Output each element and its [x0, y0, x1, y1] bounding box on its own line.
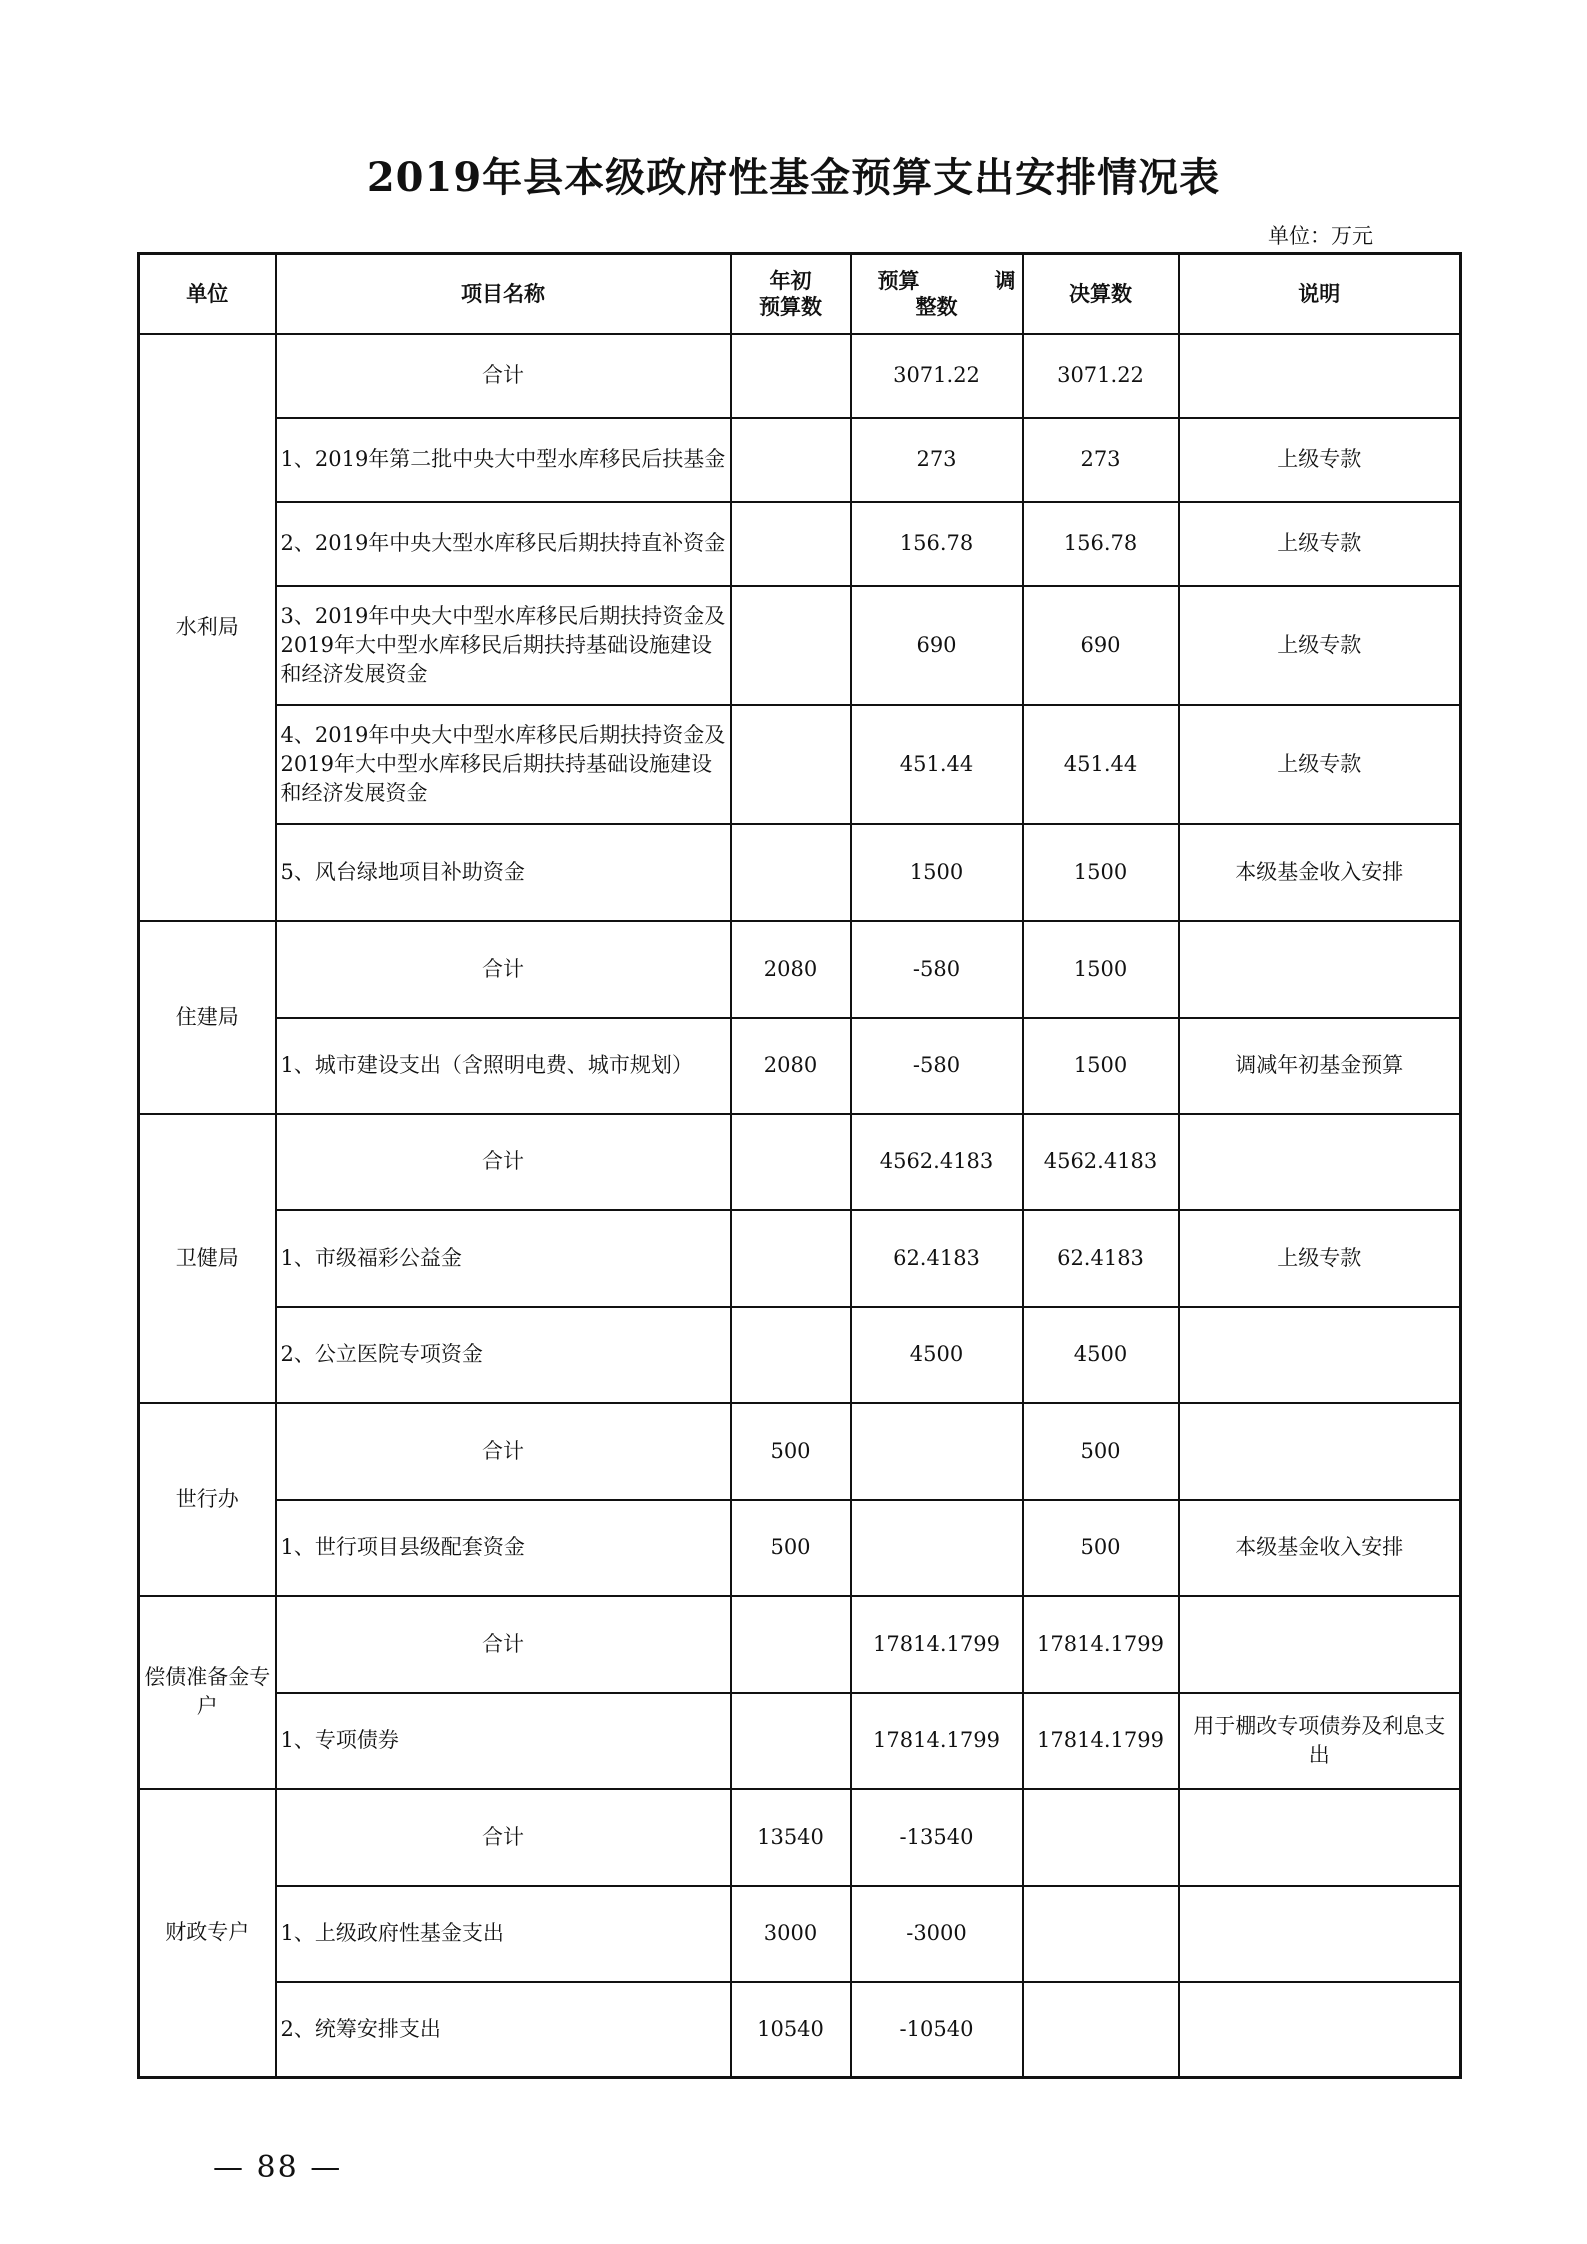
table-row	[139, 1307, 1461, 1403]
page-number: — 88 —	[213, 2150, 343, 2185]
table-row	[139, 1403, 1461, 1500]
adjusted-budget-cell: 690	[851, 586, 1023, 705]
total-label-cell: 合计	[276, 1596, 731, 1693]
initial-budget-cell: 10540	[731, 1982, 851, 2078]
note-cell	[1179, 1886, 1461, 1982]
initial-budget-cell	[731, 334, 851, 418]
initial-budget-cell: 13540	[731, 1789, 851, 1886]
total-label-cell: 合计	[276, 1114, 731, 1210]
initial-budget-cell	[731, 502, 851, 586]
note-cell	[1179, 1789, 1461, 1886]
project-name-cell: 2、统筹安排支出	[276, 1982, 731, 2078]
final-account-cell: 451.44	[1023, 705, 1179, 824]
final-account-cell: 156.78	[1023, 502, 1179, 586]
project-name-cell: 4、2019年中央大中型水库移民后期扶持资金及2019年大中型水库移民后期扶持基础设施建设和经济发展资金	[276, 705, 731, 824]
table-row	[139, 921, 1461, 1018]
final-account-cell: 4562.4183	[1023, 1114, 1179, 1210]
unit-cell: 卫健局	[139, 1114, 276, 1403]
initial-budget-cell	[731, 705, 851, 824]
table-row	[139, 1500, 1461, 1596]
col-header-adjust-line2: 整数	[915, 293, 958, 319]
adjusted-budget-cell: 4500	[851, 1307, 1023, 1403]
initial-budget-cell	[731, 1596, 851, 1693]
final-account-cell: 4500	[1023, 1307, 1179, 1403]
project-name-cell: 1、世行项目县级配套资金	[276, 1500, 731, 1596]
col-header-final: 决算数	[1023, 254, 1179, 334]
initial-budget-cell	[731, 1307, 851, 1403]
final-account-cell: 500	[1023, 1500, 1179, 1596]
adjusted-budget-cell: -13540	[851, 1789, 1023, 1886]
adjusted-budget-cell: 156.78	[851, 502, 1023, 586]
adjusted-budget-cell: -580	[851, 1018, 1023, 1114]
note-cell: 用于棚改专项债券及利息支出	[1179, 1693, 1461, 1789]
table-row	[139, 1789, 1461, 1886]
final-account-cell	[1023, 1982, 1179, 2078]
adjusted-budget-cell: -10540	[851, 1982, 1023, 2078]
note-cell: 调减年初基金预算	[1179, 1018, 1461, 1114]
project-name-cell: 2、公立医院专项资金	[276, 1307, 731, 1403]
total-label-cell: 合计	[276, 1403, 731, 1500]
note-cell	[1179, 921, 1461, 1018]
adjusted-budget-cell: 4562.4183	[851, 1114, 1023, 1210]
table-row	[139, 1886, 1461, 1982]
adjusted-budget-cell: 17814.1799	[851, 1693, 1023, 1789]
total-label-cell: 合计	[276, 334, 731, 418]
note-cell: 上级专款	[1179, 705, 1461, 824]
adjusted-budget-cell	[851, 1403, 1023, 1500]
table-row	[139, 586, 1461, 705]
final-account-cell: 500	[1023, 1403, 1179, 1500]
initial-budget-cell	[731, 824, 851, 921]
table-row	[139, 1982, 1461, 2078]
col-header-initial	[731, 254, 851, 334]
final-account-cell	[1023, 1886, 1179, 1982]
adjusted-budget-cell: 451.44	[851, 705, 1023, 824]
adjusted-budget-cell: 17814.1799	[851, 1596, 1023, 1693]
unit-cell: 住建局	[139, 921, 276, 1114]
note-cell: 本级基金收入安排	[1179, 824, 1461, 921]
project-name-cell: 1、专项债券	[276, 1693, 731, 1789]
note-cell: 本级基金收入安排	[1179, 1500, 1461, 1596]
adjusted-budget-cell: -580	[851, 921, 1023, 1018]
note-cell: 上级专款	[1179, 418, 1461, 502]
initial-budget-cell: 3000	[731, 1886, 851, 1982]
table-row	[139, 824, 1461, 921]
note-cell: 上级专款	[1179, 502, 1461, 586]
adjusted-budget-cell: 3071.22	[851, 334, 1023, 418]
note-cell	[1179, 334, 1461, 418]
col-header-adjust-part1: 预算	[877, 267, 920, 293]
initial-budget-cell	[731, 586, 851, 705]
note-cell	[1179, 1114, 1461, 1210]
page-title: 2019年县本级政府性基金预算支出安排情况表	[366, 154, 1221, 201]
adjusted-budget-cell: 273	[851, 418, 1023, 502]
budget-table	[137, 252, 1462, 2079]
project-name-cell: 5、风台绿地项目补助资金	[276, 824, 731, 921]
initial-budget-cell: 500	[731, 1500, 851, 1596]
note-cell	[1179, 1307, 1461, 1403]
col-header-initial-line2: 预算数	[759, 293, 822, 319]
col-header-adjust	[851, 254, 1023, 334]
initial-budget-cell	[731, 1114, 851, 1210]
total-label-cell: 合计	[276, 1789, 731, 1886]
col-header-adjust-part2: 调	[994, 267, 1016, 293]
adjusted-budget-cell: 1500	[851, 824, 1023, 921]
project-name-cell: 2、2019年中央大型水库移民后期扶持直补资金	[276, 502, 731, 586]
final-account-cell: 62.4183	[1023, 1210, 1179, 1307]
final-account-cell: 273	[1023, 418, 1179, 502]
unit-cell: 偿债准备金专户	[139, 1596, 276, 1789]
table-row	[139, 1210, 1461, 1307]
final-account-cell: 17814.1799	[1023, 1693, 1179, 1789]
final-account-cell: 17814.1799	[1023, 1596, 1179, 1693]
initial-budget-cell	[731, 1693, 851, 1789]
adjusted-budget-cell	[851, 1500, 1023, 1596]
final-account-cell: 1500	[1023, 1018, 1179, 1114]
unit-note: 单位：万元	[1268, 224, 1373, 248]
col-header-note: 说明	[1179, 254, 1461, 334]
initial-budget-cell: 500	[731, 1403, 851, 1500]
final-account-cell: 3071.22	[1023, 334, 1179, 418]
col-header-unit: 单位	[139, 254, 276, 334]
note-cell	[1179, 1403, 1461, 1500]
total-label-cell: 合计	[276, 921, 731, 1018]
final-account-cell	[1023, 1789, 1179, 1886]
project-name-cell: 1、市级福彩公益金	[276, 1210, 731, 1307]
table-header-row	[139, 254, 1461, 334]
note-cell: 上级专款	[1179, 586, 1461, 705]
project-name-cell: 1、2019年第二批中央大中型水库移民后扶基金	[276, 418, 731, 502]
final-account-cell: 1500	[1023, 824, 1179, 921]
note-cell: 上级专款	[1179, 1210, 1461, 1307]
table-row	[139, 502, 1461, 586]
note-cell	[1179, 1596, 1461, 1693]
final-account-cell: 690	[1023, 586, 1179, 705]
col-header-project: 项目名称	[276, 254, 731, 334]
initial-budget-cell: 2080	[731, 921, 851, 1018]
table-row	[139, 1596, 1461, 1693]
table-row	[139, 1114, 1461, 1210]
table-row	[139, 418, 1461, 502]
unit-cell: 财政专户	[139, 1789, 276, 2078]
final-account-cell: 1500	[1023, 921, 1179, 1018]
project-name-cell: 3、2019年中央大中型水库移民后期扶持资金及2019年大中型水库移民后期扶持基础设施建设和经济发展资金	[276, 586, 731, 705]
adjusted-budget-cell: 62.4183	[851, 1210, 1023, 1307]
table-row	[139, 334, 1461, 418]
table-row	[139, 705, 1461, 824]
initial-budget-cell	[731, 418, 851, 502]
note-cell	[1179, 1982, 1461, 2078]
unit-cell: 水利局	[139, 334, 276, 921]
table-row	[139, 1693, 1461, 1789]
project-name-cell: 1、上级政府性基金支出	[276, 1886, 731, 1982]
project-name-cell: 1、城市建设支出（含照明电费、城市规划）	[276, 1018, 731, 1114]
initial-budget-cell: 2080	[731, 1018, 851, 1114]
col-header-initial-line1: 年初	[769, 267, 812, 293]
adjusted-budget-cell: -3000	[851, 1886, 1023, 1982]
table-row	[139, 1018, 1461, 1114]
initial-budget-cell	[731, 1210, 851, 1307]
unit-cell: 世行办	[139, 1403, 276, 1596]
